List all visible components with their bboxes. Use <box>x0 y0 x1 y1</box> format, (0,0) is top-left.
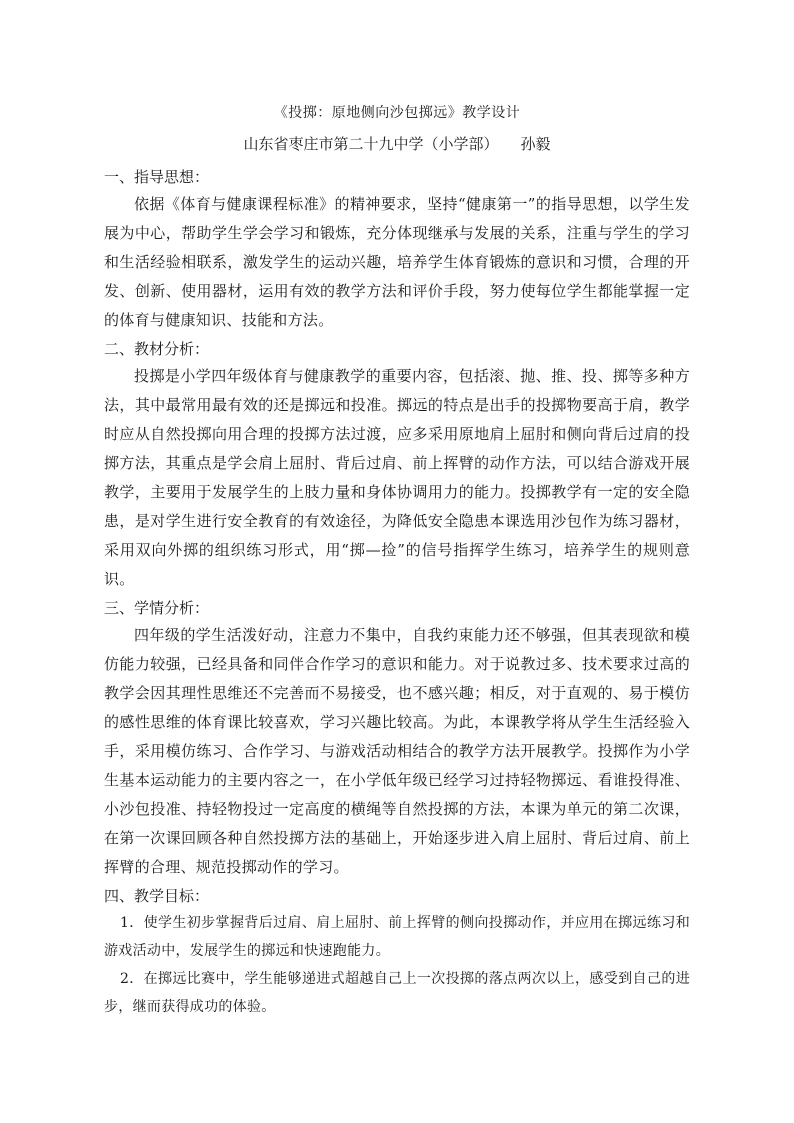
document-title: 《投掷：原地侧向沙包掷远》教学设计 <box>273 105 521 121</box>
school-name: 山东省枣庄市第二十九中学（小学部） <box>243 135 499 153</box>
section-heading: 三、学情分析： <box>104 599 210 617</box>
section-paragraph: 依据《体育与健康课程标准》的精神要求，坚持“健康第一”的指导思想，以学生发展为中心，帮助学生学会学习和锻炼，充分体现继承与发展的关系，注重与学生的学习和生活经验相联系，激发学生的运动兴趣，培养学生体育锻炼的意识和习惯，合理的开发、创新、使用器材，运用有效的教学方法和评价手段，努力使每位学生都能掌握一定的体育与健康知识、技能和方法。 <box>104 195 690 329</box>
section-guiding-ideology <box>104 164 690 335</box>
goal-item: 1．使学生初步掌握背后过肩、肩上屈肘、前上挥臂的侧向投掷动作，并应用在掷远练习和游戏活动中，发展学生的掷远和快速跑能力。 <box>104 915 690 959</box>
section-paragraph: 四年级的学生活泼好动，注意力不集中，自我约束能力还不够强，但其表现欲和模仿能力较强，已经具备和同伴合作学习的意识和能力。对于说教过多、技术要求过高的教学会因其理性思维还不完善而不易接受，也不感兴趣；相反，对于直观的、易于模仿的感性思维的体育课比较喜欢，学习兴趣比较高。为此，本课教学将从学生生活经验入手，采用模仿练习、合作学习、与游戏活动相结合的教学方法开展教学。投掷作为小学生基本运动能力的主要内容之一，在小学低年级已经学习过持轻物掷远、看谁投得准、小沙包投准、持轻物投过一定高度的横绳等自然投掷的方法，本课为单元的第二次课，在第一次课回顾各种自然投掷方法的基础上，开始逐步进入肩上屈肘、背后过肩、前上挥臂的合理、规范投掷动作的学习。 <box>104 626 690 876</box>
document-body <box>104 164 690 1021</box>
section-heading: 四、教学目标： <box>104 887 210 905</box>
author-line <box>0 133 794 155</box>
goal-item: 2．在掷远比赛中，学生能够递进式超越自己上一次投掷的落点两次以上，感受到自己的进步，继而获得成功的体验。 <box>104 971 690 1015</box>
author-name: 孙毅 <box>520 135 551 153</box>
section-heading: 一、指导思想： <box>104 168 210 186</box>
section-paragraph: 投掷是小学四年级体育与健康教学的重要内容，包括滚、抛、推、投、掷等多种方法，其中最常用最有效的还是掷远和投准。掷远的特点是出手的投掷物要高于肩，教学时应从自然投掷向用合理的投掷方法过渡，应多采用原地肩上屈肘和侧向背后过肩的投掷方法，其重点是学会肩上屈肘、背后过肩、前上挥臂的动作方法，可以结合游戏开展教学，主要用于发展学生的上肢力量和身体协调用力的能力。投掷教学有一定的安全隐患，是对学生进行安全教育的有效途径，为降低安全隐患本课选用沙包作为练习器材，采用双向外掷的组织练习形式，用“掷—捡”的信号指挥学生练习，培养学生的规则意识。 <box>104 367 690 588</box>
section-material-analysis <box>104 336 690 594</box>
section-heading: 二、教材分析： <box>104 340 210 358</box>
section-teaching-goals <box>104 883 690 1021</box>
section-learner-analysis <box>104 595 690 882</box>
